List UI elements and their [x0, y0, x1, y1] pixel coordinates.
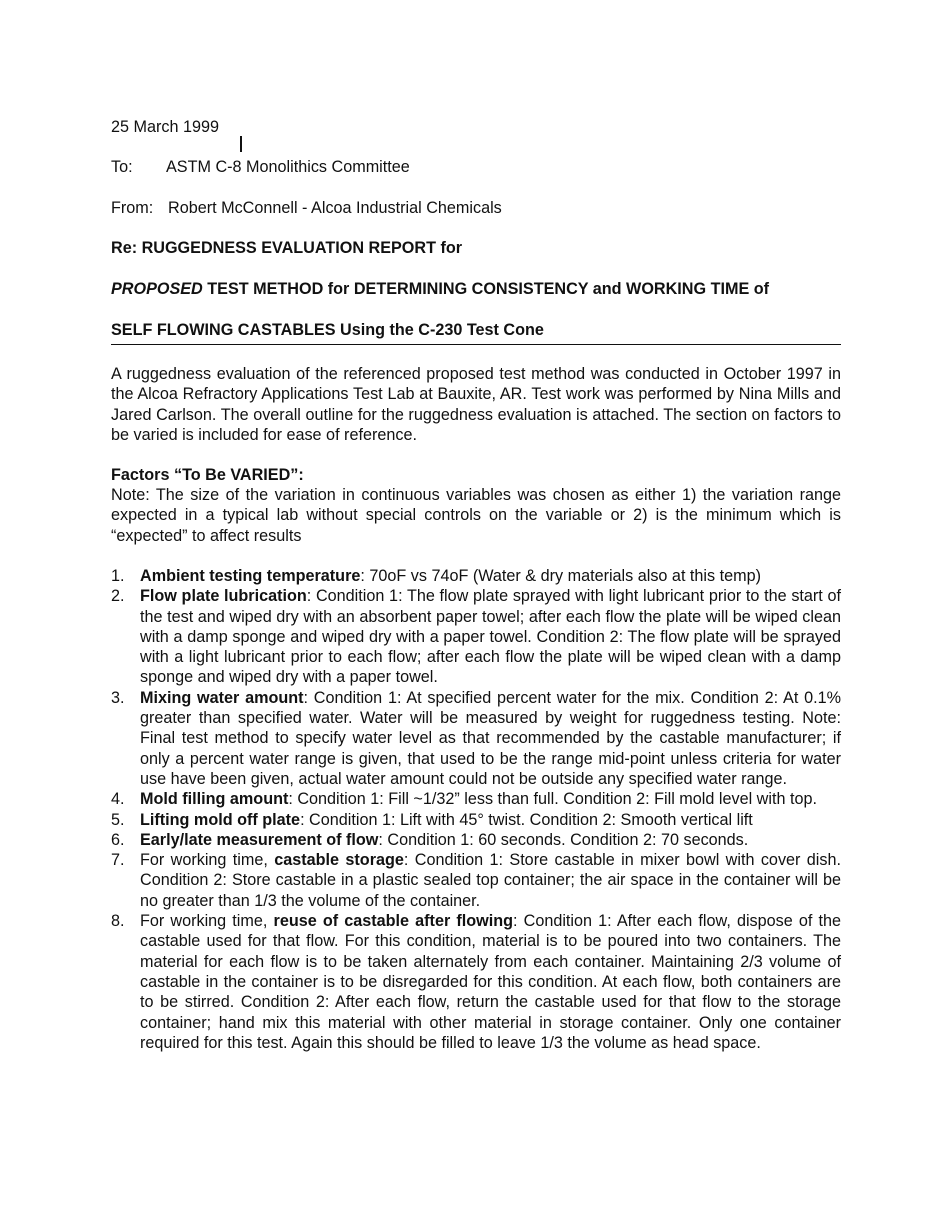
from-value: Robert McConnell - Alcoa Industrial Chemicals [168, 199, 502, 217]
factor-item [111, 810, 841, 830]
factor-description: : Condition 1: Fill ~1/32” less than full. Condition 2: Fill mold level with top. [288, 790, 817, 809]
factor-number: 1. [111, 567, 125, 585]
factor-item [111, 789, 841, 809]
factor-description: : Condition 1: The flow plate sprayed with light lubricant prior to the start of the test and wiped dry with an absorbent paper towel; after each flow the plate will be wiped clean with a damp sponge and wiped dry with a paper towel. Condition 2: The flow plate will be sprayed with a light lubricant prior to each flow; after each flow the plate will be wiped clean with a damp sponge and wiped dry with a paper towel. [140, 587, 841, 687]
factor-prefix: For working time, [140, 912, 274, 931]
title-italic-word: PROPOSED [111, 280, 203, 298]
factor-item [111, 566, 841, 586]
factor-name: Mixing water amount [140, 688, 304, 707]
to-line [111, 157, 410, 177]
factor-number: 4. [111, 790, 125, 809]
title-line-3: SELF FLOWING CASTABLES Using the C-230 Test Cone [111, 321, 544, 339]
factor-name: Mold filling amount [140, 790, 289, 809]
factor-name: Lifting mold off plate [140, 810, 301, 829]
factor-number: 3. [111, 688, 125, 707]
factor-item [111, 830, 841, 850]
factor-description: : Condition 1: After each flow, dispose of the castable used for that flow. For this condition, material is to be poured into two containers. The material for each flow is to be taken alternately from each container. Maintaining 2/3 volume of castable in the container is to be disregarded for this condition. At each flow, both containers are to be stirred. Condition 2: After each flow, return the castable used for that flow to the storage container; hand mix this material with other material in storage container. Only one container required for this test. Again this should be filled to leave 1/3 the volume as head space. [140, 912, 841, 1052]
to-value: ASTM C-8 Monolithics Committee [166, 158, 410, 176]
title-line-2 [111, 279, 769, 299]
factor-name: reuse of castable after flowing [273, 912, 514, 931]
from-line [111, 198, 502, 218]
handwritten-correction-mark [240, 136, 242, 152]
to-label: To: [111, 158, 133, 176]
factors-note: Note: The size of the variation in continuous variables was chosen as either 1) the variation range expected in a typical lab without special controls on the variable or 2) is the minimum which is “expected” to affect results [111, 486, 841, 545]
factor-name: Ambient testing temperature [140, 567, 361, 585]
factor-name: Flow plate lubrication [140, 587, 307, 606]
factors-heading: Factors “To Be VARIED”: [111, 466, 304, 484]
re-line: Re: RUGGEDNESS EVALUATION REPORT for [111, 239, 463, 257]
memo-date: 25 March 1999 [111, 118, 219, 136]
from-label: From: [111, 199, 154, 217]
factor-number: 8. [111, 912, 125, 931]
factor-item [111, 911, 841, 1053]
factor-item [111, 688, 841, 789]
title-rest: TEST METHOD for DETERMINING CONSISTENCY and WORKING TIME of [202, 280, 770, 298]
factor-number: 7. [111, 851, 125, 870]
factor-item [111, 850, 841, 911]
factor-item [111, 586, 841, 687]
factor-number: 5. [111, 810, 125, 829]
title-underline [111, 344, 841, 345]
factor-description: : Condition 1: At specified percent water for the mix. Condition 2: At 0.1% greater than specified water. Water will be measured by weight for ruggedness testing. Note: Final test method to specify water level as that recommended by the castable manufacturer; if only a percent water range is given, that used to be the range mid-point unless criteria for water use have been given, actual water amount could not be outside any specified water range. [140, 688, 841, 788]
factor-list [111, 566, 841, 1053]
factor-prefix: For working time, [140, 851, 275, 870]
factor-number: 2. [111, 587, 125, 606]
factor-description: : Condition 1: Lift with 45° twist. Condition 2: Smooth vertical lift [300, 810, 753, 829]
factor-description: : Condition 1: Store castable in mixer bowl with cover dish. Condition 2: Store castable in a plastic sealed top container; the air space in the container will be no greater than 1/3 the volume of the container. [140, 851, 841, 910]
factor-name: Early/late measurement of flow [140, 830, 379, 849]
factor-description: : Condition 1: 60 seconds. Condition 2: 70 seconds. [378, 830, 749, 849]
factor-description: : 70oF vs 74oF (Water & dry materials also at this temp) [360, 567, 761, 585]
factor-number: 6. [111, 830, 125, 849]
factor-name: castable storage [274, 851, 404, 870]
intro-paragraph: A ruggedness evaluation of the referenced proposed test method was conducted in October 1997 in the Alcoa Refractory Applications Test Lab at Bauxite, AR. Test work was performed by Nina Mills and Jared Carlson. The overall outline for the ruggedness evaluation is attached. The section on factors to be varied is included for ease of reference. [111, 365, 841, 444]
